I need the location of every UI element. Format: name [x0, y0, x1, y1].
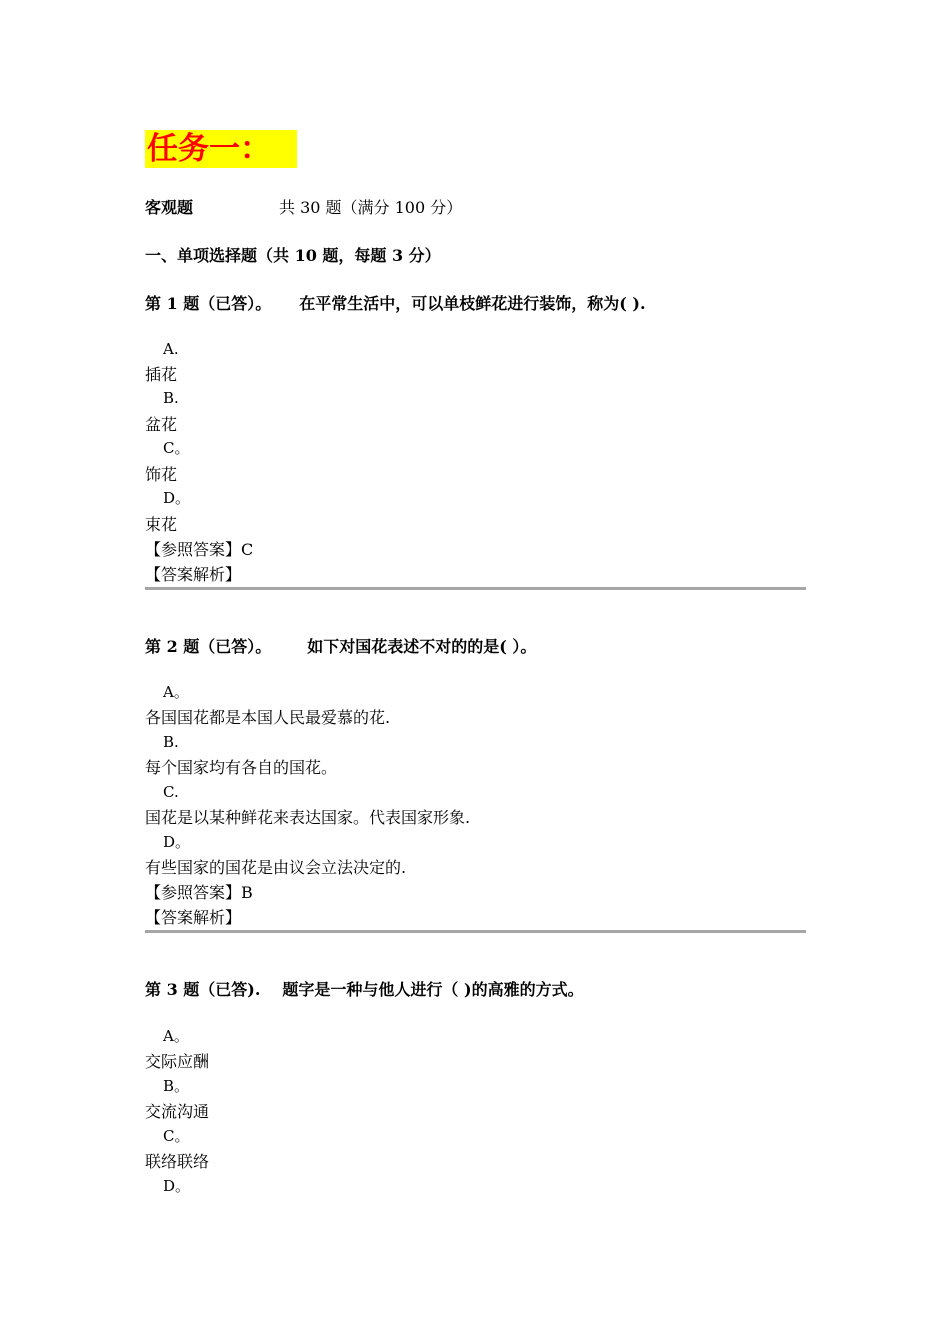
question-3-title	[145, 979, 584, 1001]
question-2-option-d-text: 有些国家的国花是由议会立法决定的.	[145, 858, 407, 877]
question-2-option-b-letter: B.	[163, 733, 179, 751]
question-3-option-c-text: 联络联络	[145, 1152, 210, 1171]
summary-label: 客观题	[145, 198, 194, 217]
question-1-option-b-text: 盆花	[145, 415, 178, 434]
summary	[145, 197, 462, 219]
question-3-number: 第 3 题（已答).	[145, 980, 261, 999]
question-2-number: 第 2 题（已答）。	[145, 637, 272, 656]
question-1-option-c-letter: C。	[163, 439, 190, 457]
question-2-answer: 【参照答案】B	[145, 883, 253, 902]
question-1-option-d-text: 束花	[145, 515, 178, 534]
question-1-answer: 【参照答案】C	[145, 540, 254, 559]
question-1-title	[145, 293, 646, 315]
divider	[145, 587, 806, 590]
question-1-option-a-letter: A.	[163, 340, 179, 358]
divider	[145, 930, 806, 933]
question-2-title	[145, 636, 536, 658]
question-3-option-b-text: 交流沟通	[145, 1102, 210, 1121]
question-3-option-c-letter: C。	[163, 1127, 190, 1145]
question-3-stem: 题字是一种与他人进行（ )的高雅的方式。	[282, 980, 584, 999]
question-1-option-d-letter: D。	[163, 489, 191, 507]
question-1-option-c-text: 饰花	[145, 465, 178, 484]
question-2-option-c-letter: C.	[163, 783, 179, 801]
question-3-option-a-text: 交际应酬	[145, 1052, 210, 1071]
question-2-stem: 如下对国花表述不对的的是( ）。	[307, 637, 537, 656]
summary-text: 共 30 题（满分 100 分）	[279, 198, 463, 217]
question-2-option-a-text: 各国国花都是本国人民最爱慕的花.	[145, 708, 391, 727]
question-2-option-a-letter: A。	[163, 683, 189, 701]
question-3-option-d-letter: D。	[163, 1177, 191, 1195]
question-2-analysis: 【答案解析】	[145, 908, 242, 927]
question-2-option-c-text: 国花是以某种鲜花来表达国家。代表国家形象.	[145, 808, 471, 827]
section-title: 一、单项选择题（共 10 题，每题 3 分）	[145, 246, 441, 265]
question-2-option-b-text: 每个国家均有各自的国花。	[145, 758, 338, 777]
question-1-analysis: 【答案解析】	[145, 565, 242, 584]
question-3-option-a-letter: A。	[163, 1027, 189, 1045]
question-1-option-a-text: 插花	[145, 365, 178, 384]
question-3-option-b-letter: B。	[163, 1077, 190, 1095]
question-1-option-b-letter: B.	[163, 389, 179, 407]
question-2-option-d-letter: D。	[163, 833, 191, 851]
task-title: 任务一：	[145, 130, 297, 168]
question-1-stem: 在平常生活中，可以单枝鲜花进行装饰，称为( ).	[299, 294, 646, 313]
question-1-number: 第 1 题（已答）。	[145, 294, 272, 313]
